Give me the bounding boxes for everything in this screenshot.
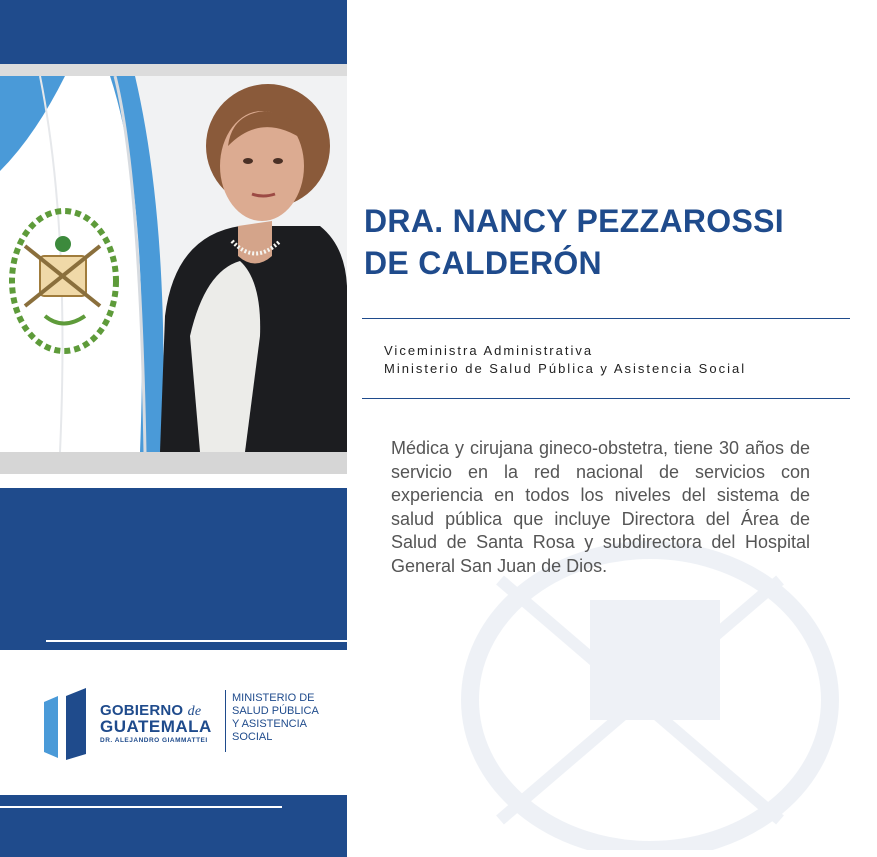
divider-top	[362, 318, 850, 319]
logo-president: DR. ALEJANDRO GIAMMATTEI	[100, 737, 208, 744]
top-blue-band	[0, 0, 347, 64]
portrait-illustration	[0, 76, 347, 452]
logo-gobierno: GOBIERNO de	[100, 702, 202, 719]
grey-divider-top	[0, 64, 347, 76]
profile-bio: Médica y cirujana gineco-obstetra, tiene 30 años de servicio en la red nacional de servicios con experiencia en todos los niveles del sistema de salud pública que incluye Directora del Área de Salud de Santa Rosa y subdirectora del Hospital General San Juan de Dios.	[391, 438, 810, 576]
logo-divider	[225, 690, 226, 752]
left-panel	[0, 0, 347, 857]
logo-guatemala: GUATEMALA	[100, 717, 212, 736]
portrait-photo	[0, 76, 347, 452]
government-logo	[42, 684, 342, 764]
logo-ministry: MINISTERIO DE SALUD PÚBLICA Y ASISTENCIA SOCIAL	[232, 692, 319, 743]
coat-of-arms-watermark-icon	[420, 540, 840, 850]
bottom-blue-band	[0, 795, 347, 857]
middle-blue-band	[0, 488, 347, 650]
divider-bottom	[362, 398, 850, 399]
white-accent-line	[46, 640, 347, 642]
profile-name: DRA. NANCY PEZZAROSSI DE CALDERÓN	[364, 203, 784, 281]
guatemala-flag-icon	[0, 76, 163, 452]
government-bars-icon	[42, 688, 92, 760]
grey-divider-bottom	[0, 452, 347, 474]
profile-role: Viceministra Administrativa Ministerio de Salud Pública y Asistencia Social	[384, 343, 747, 376]
bottom-white-line	[0, 806, 282, 808]
